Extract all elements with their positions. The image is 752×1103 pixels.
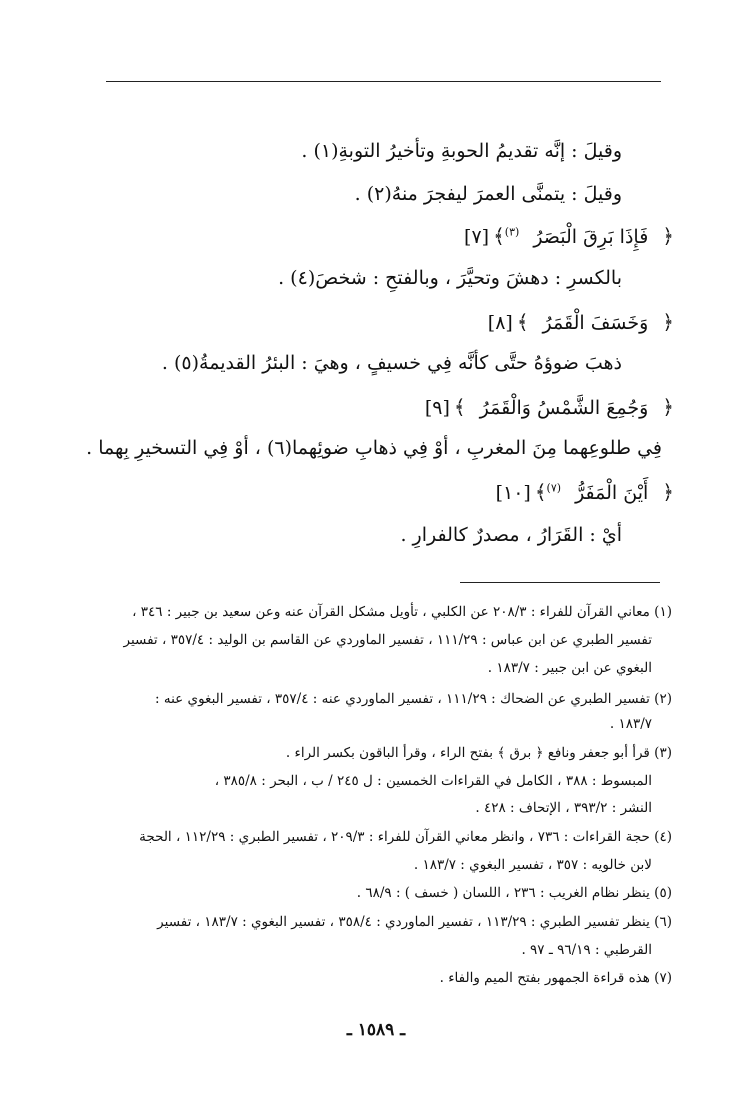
body-line: أيْ : القَرَارُ ، مصدرٌ كالفرارِ . xyxy=(400,524,622,546)
verse-text: أَيْنَ الْمَفَرُّ xyxy=(575,482,649,504)
footnote-line: تفسير الطبري عن ابن عباس : ١١١/٢٩ ، تفسير الماوردي عن القاسم بن الوليد : ٣٥٧/٤ ، تفسير xyxy=(123,632,652,648)
body-line: ذهبَ ضوؤهُ حتَّى كأنَّه فِي خسيفٍ ، وهيَ : البئرُ القديمةُ(٥) . xyxy=(161,352,622,374)
quran-verse-10 xyxy=(496,480,674,504)
verse-open-bracket: ﴿ xyxy=(662,480,674,504)
verse-open-bracket: ﴿ xyxy=(662,310,674,334)
quran-verse-8 xyxy=(488,310,674,334)
verse-number: [٧] xyxy=(464,226,490,248)
verse-open-bracket: ﴿ xyxy=(662,395,674,419)
verse-text: وَخَسَفَ الْقَمَرُ xyxy=(542,312,649,334)
verse-close-bracket: ﴾ xyxy=(493,224,505,248)
quran-verse-9 xyxy=(425,395,674,419)
footnote-line: (٥) ينظر نظام الغريب : ٢٣٦ ، اللسان ( خسف ) : ٦٨/٩ . xyxy=(356,885,672,901)
footnote-line: (٢) تفسير الطبري عن الضحاك : ١١١/٢٩ ، تفسير الماوردي عنه : ٣٥٧/٤ ، تفسير البغوي عنه : xyxy=(155,691,672,707)
verse-close-bracket: ﴾ xyxy=(516,310,529,334)
verse-number: [٩] xyxy=(424,397,450,419)
footnote-line: (٤) حجة القراءات : ٧٣٦ ، وانظر معاني القرآن للفراء : ٢٠٩/٣ ، تفسير الطبري : ١١٢/٢٩ ، الحجة xyxy=(139,829,672,845)
footnote-line: المبسوط : ٣٨٨ ، الكامل في القراءات الخمسين : ل ٢٤٥ / ب ، البحر : ٣٨٥/٨ ، xyxy=(214,773,652,789)
body-line: وقيلَ : يتمنَّى العمرَ ليفجرَ منهُ(٢) . xyxy=(354,183,622,205)
footnote-line: النشر : ٣٩٣/٢ ، الإتحاف : ٤٢٨ . xyxy=(475,800,652,816)
verse-note-ref: (٣) xyxy=(504,225,520,239)
header-rule xyxy=(106,81,661,82)
verse-note-ref: (٧) xyxy=(546,481,562,495)
footnote-line: (٦) ينظر تفسير الطبري : ١١٣/٢٩ ، تفسير الماوردي : ٣٥٨/٤ ، تفسير البغوي : ١٨٣/٧ ، تفسير xyxy=(157,914,672,930)
verse-close-bracket: ﴾ xyxy=(453,395,466,419)
footnote-line: (٣) قرأ أبو جعفر ونافع ﴿ برق ﴾ بفتح الراء ، وقرأ الباقون بكسر الراء . xyxy=(285,745,672,761)
footnote-line: (٧) هذه قراءة الجمهور بفتح الميم والفاء . xyxy=(439,970,672,986)
verse-text: وَجُمِعَ الشَّمْسُ وَالْقَمَرُ xyxy=(479,397,649,419)
verse-open-bracket: ﴿ xyxy=(662,224,674,248)
page-number: ـ ١٥٨٩ ـ xyxy=(346,1020,406,1040)
footnote-separator xyxy=(460,582,660,583)
body-line: وقيلَ : إنَّه تقديمُ الحوبةِ وتأخيرُ التوبةِ(١) . xyxy=(301,140,622,162)
footnote-line: لابن خالويه : ٣٥٧ ، تفسير البغوي : ١٨٣/٧ . xyxy=(413,857,652,873)
verse-text: فَإِذَا بَرِقَ الْبَصَرُ xyxy=(533,226,649,248)
footnote-line: ١٨٣/٧ . xyxy=(609,716,652,732)
quran-verse-7 xyxy=(464,224,674,248)
footnote-line: (١) معاني القرآن للفراء : ٢٠٨/٣ عن الكلبي ، تأويل مشكل القرآن عنه وعن سعيد بن جبير : ٣٤٦ ، xyxy=(132,604,672,620)
body-line: بالكسرِ : دهشَ وتحيَّرَ ، وبالفتحِ : شخصَ(٤) . xyxy=(278,267,622,289)
footnote-line: البغوي عن ابن جبير : ١٨٣/٧ . xyxy=(487,660,652,676)
verse-number: [١٠] xyxy=(495,482,531,504)
body-line: فِي طلوعِهما مِنَ المغربِ ، أوْ فِي ذهابِ ضوئِهما(٦) ، أوْ فِي التسخيرِ بِهما . xyxy=(86,437,662,459)
verse-close-bracket: ﴾ xyxy=(534,480,547,504)
footnote-line: القرطبي : ٩٦/١٩ ـ ٩٧ . xyxy=(521,942,652,958)
verse-number: [٨] xyxy=(487,312,513,334)
